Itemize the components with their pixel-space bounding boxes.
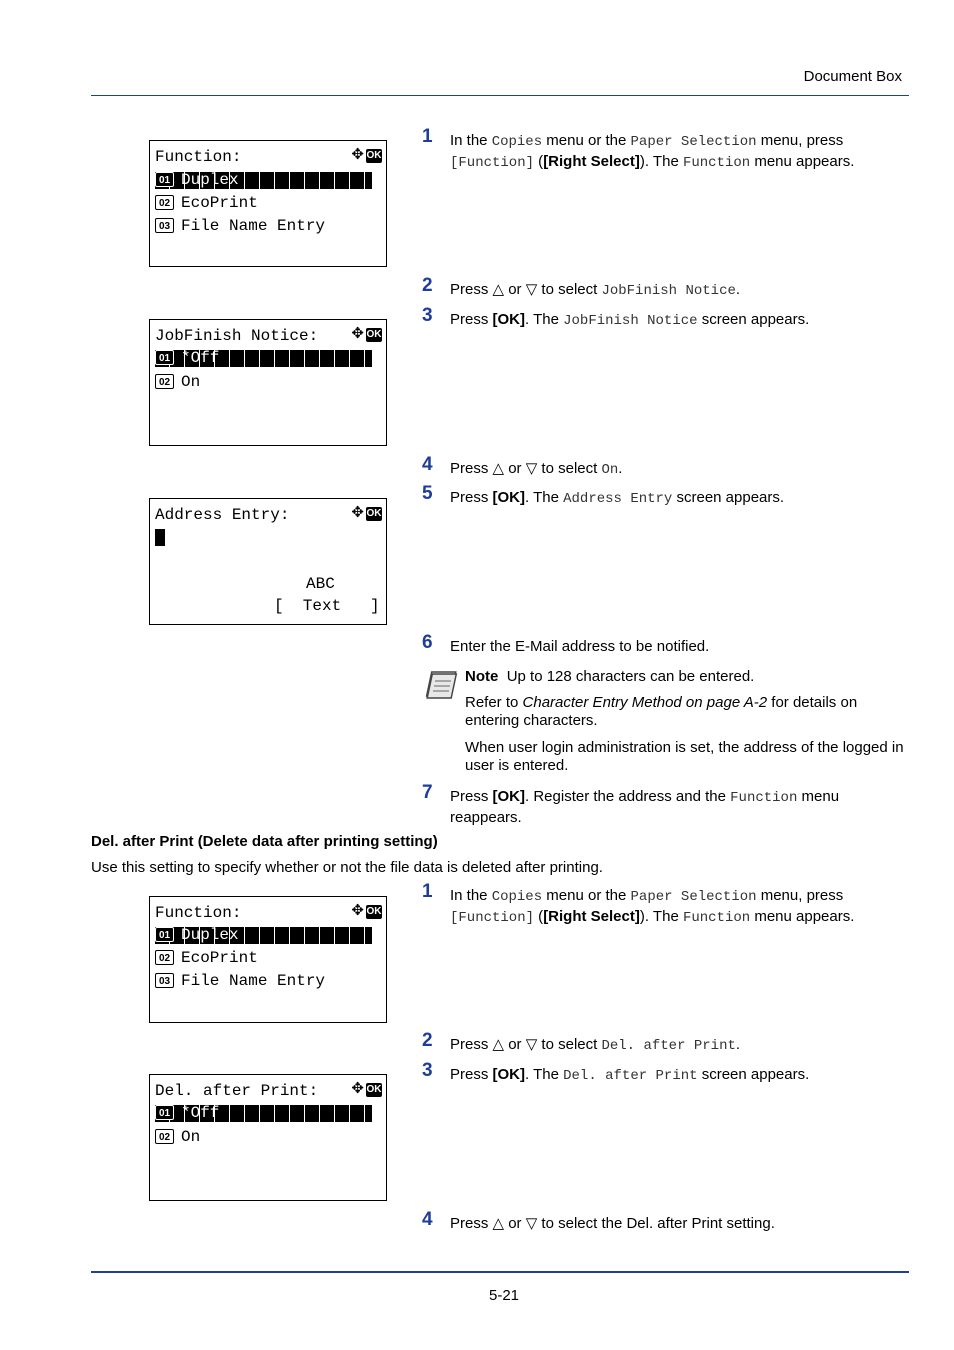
step-text — [450, 787, 902, 828]
panel-title: Address Entry: — [155, 506, 290, 524]
panel-title: Function: — [155, 904, 242, 922]
note-text: Up to 128 characters can be entered. — [506, 668, 755, 685]
step — [422, 305, 902, 331]
text: screen appears. — [672, 489, 785, 506]
text: Press △ or ▽ to select — [450, 1036, 602, 1053]
panel-title: Del. after Print: — [155, 1082, 319, 1100]
text: screen appears. — [697, 311, 810, 328]
text: menu appears. — [750, 153, 855, 170]
step-number: 4 — [422, 454, 433, 475]
text: Press — [450, 1066, 493, 1083]
step — [422, 1030, 902, 1056]
text: In the — [450, 887, 492, 904]
menu-item[interactable] — [155, 1128, 200, 1146]
menu-item-label: *Off — [181, 349, 220, 367]
text: menu, press — [756, 887, 844, 904]
step-text: Press △ or ▽ to select the Del. after Print setting. — [450, 1215, 775, 1232]
menu-item-label: File Name Entry — [181, 217, 326, 235]
text: Press △ or ▽ to select — [450, 281, 602, 298]
item-number: 01 — [155, 927, 174, 942]
lcd-panel-function — [149, 140, 387, 267]
step-number: 2 — [422, 1030, 433, 1051]
ok-icon: OK — [366, 1084, 382, 1095]
step-number: 2 — [422, 275, 433, 296]
panel-title: Function: — [155, 148, 242, 166]
ok-icon: OK — [366, 906, 382, 917]
note-label: Note — [465, 668, 499, 685]
step-text — [450, 280, 902, 301]
nav-indicator — [351, 327, 382, 343]
ok-icon: OK — [366, 150, 382, 161]
input-mode-label: ABC — [306, 575, 335, 593]
step-number: 4 — [422, 1209, 433, 1230]
menu-item[interactable] — [155, 373, 200, 391]
key-name: [OK] — [492, 311, 526, 328]
text: menu, press — [756, 132, 844, 149]
menu-name: Del. after Print — [563, 1068, 698, 1084]
nav-indicator — [351, 148, 382, 164]
text: ). The — [639, 153, 683, 170]
key-name: [OK] — [492, 1066, 526, 1083]
menu-item-label: EcoPrint — [181, 194, 258, 212]
item-number: 03 — [155, 218, 174, 233]
panel-title: JobFinish Notice: — [155, 327, 319, 345]
four-way-arrow-icon: ✥ — [351, 505, 364, 522]
text: menu or the — [542, 132, 631, 149]
menu-item[interactable] — [155, 217, 325, 235]
text: Refer to — [465, 694, 523, 711]
section-heading: Del. after Print (Delete data after printing setting) — [91, 833, 438, 850]
menu-name: Copies — [491, 134, 543, 150]
step-text — [450, 131, 902, 173]
text: ). The — [639, 908, 683, 925]
cross-reference: Character Entry Method on page A-2 — [522, 694, 768, 711]
text: ( — [534, 908, 544, 925]
text: for details on entering characters. — [465, 694, 858, 729]
menu-name: On — [601, 462, 619, 478]
key-name: [Function] — [450, 910, 535, 926]
text: Press — [450, 489, 493, 506]
note-paragraph: When user login administration is set, the address of the logged in user is entered. — [465, 739, 904, 774]
menu-item[interactable] — [155, 972, 325, 990]
menu-name: Del. after Print — [601, 1038, 736, 1054]
key-name: [OK] — [492, 788, 526, 805]
step-text — [450, 488, 902, 509]
lcd-panel-del-after-print — [149, 1074, 387, 1201]
step-text — [450, 310, 902, 331]
text: menu or the — [542, 887, 631, 904]
lcd-panel-jobfinish-notice — [149, 319, 387, 446]
menu-name: Copies — [491, 889, 543, 905]
item-number: 01 — [155, 1105, 174, 1120]
menu-item-label: Duplex — [181, 926, 239, 944]
text: In the — [450, 132, 492, 149]
key-name: [Right Select] — [543, 153, 640, 170]
item-number: 03 — [155, 973, 174, 988]
text: screen appears. — [697, 1066, 810, 1083]
nav-indicator — [351, 1082, 382, 1098]
four-way-arrow-icon: ✥ — [351, 326, 364, 343]
text: menu reappears. — [450, 788, 840, 826]
text-cursor — [155, 529, 165, 546]
nav-indicator — [351, 506, 382, 522]
menu-name: Address Entry — [563, 491, 673, 507]
step-text — [450, 886, 902, 928]
item-number: 02 — [155, 374, 174, 389]
step-number: 6 — [422, 632, 433, 653]
key-name: [Right Select] — [543, 908, 640, 925]
menu-item[interactable] — [155, 194, 258, 212]
text: . The — [525, 311, 564, 328]
menu-item-selected[interactable] — [155, 350, 219, 367]
text: . The — [525, 489, 564, 506]
ok-icon: OK — [366, 329, 382, 340]
step — [422, 1060, 902, 1086]
step-text: Enter the E-Mail address to be notified. — [450, 638, 710, 655]
four-way-arrow-icon: ✥ — [351, 147, 364, 164]
menu-item-label: Duplex — [181, 171, 239, 189]
step — [422, 275, 902, 301]
step — [422, 881, 902, 928]
step-number: 3 — [422, 1060, 433, 1081]
menu-item-label: EcoPrint — [181, 949, 258, 967]
nav-indicator — [351, 904, 382, 920]
step — [422, 454, 902, 480]
lcd-panel-function — [149, 896, 387, 1023]
key-name: [Function] — [450, 155, 535, 171]
header-rule — [91, 95, 909, 96]
menu-name: Function — [682, 910, 751, 926]
text: . — [735, 1036, 741, 1053]
menu-name: JobFinish Notice — [601, 283, 736, 299]
step-number: 1 — [422, 126, 433, 147]
menu-name: Paper Selection — [630, 889, 757, 905]
step-number: 5 — [422, 483, 433, 504]
menu-item-selected[interactable] — [155, 927, 239, 944]
menu-item-label: On — [181, 1128, 201, 1146]
step — [422, 483, 902, 509]
step — [422, 126, 902, 173]
menu-name: Function — [730, 790, 798, 806]
menu-name: Paper Selection — [630, 134, 757, 150]
menu-item-selected[interactable] — [155, 172, 239, 189]
text: Press — [450, 311, 493, 328]
step-text — [450, 459, 902, 480]
page-number: 5-21 — [488, 1287, 520, 1304]
step-text — [450, 1065, 902, 1086]
text: ( — [534, 153, 544, 170]
step — [422, 632, 902, 657]
four-way-arrow-icon: ✥ — [351, 1081, 364, 1098]
item-number: 01 — [155, 350, 174, 365]
note-line — [465, 668, 905, 686]
text-softkey[interactable]: [ Text ] — [274, 597, 380, 615]
item-number: 02 — [155, 195, 174, 210]
menu-item-selected[interactable] — [155, 1105, 219, 1122]
section-description: Use this setting to specify whether or not the file data is deleted after printing. — [91, 859, 603, 876]
step-number: 3 — [422, 305, 433, 326]
step-number: 7 — [422, 782, 433, 803]
menu-item[interactable] — [155, 949, 258, 967]
item-number: 02 — [155, 1129, 174, 1144]
menu-name: Function — [682, 155, 751, 171]
ok-icon: OK — [366, 508, 382, 519]
text: Press — [450, 788, 493, 805]
text: . Register the address and the — [525, 788, 731, 805]
step-text — [450, 1035, 902, 1056]
header-title: Document Box — [803, 68, 902, 85]
step — [422, 782, 902, 828]
text: . — [618, 460, 623, 477]
menu-item-label: *Off — [181, 1104, 220, 1122]
text: menu appears. — [750, 908, 855, 925]
menu-name: JobFinish Notice — [563, 313, 698, 329]
step — [422, 1209, 902, 1234]
four-way-arrow-icon: ✥ — [351, 903, 364, 920]
item-number: 02 — [155, 950, 174, 965]
text: . — [735, 281, 741, 298]
footer-rule — [91, 1271, 909, 1273]
item-number: 01 — [155, 172, 174, 187]
lcd-panel-address-entry — [149, 498, 387, 625]
step-number: 1 — [422, 881, 433, 902]
key-name: [OK] — [492, 489, 526, 506]
text: Press △ or ▽ to select — [450, 460, 602, 477]
text: . The — [525, 1066, 564, 1083]
menu-item-label: On — [181, 373, 201, 391]
note-paragraph — [465, 694, 905, 730]
menu-item-label: File Name Entry — [181, 972, 326, 990]
note-pad-icon — [421, 666, 461, 702]
